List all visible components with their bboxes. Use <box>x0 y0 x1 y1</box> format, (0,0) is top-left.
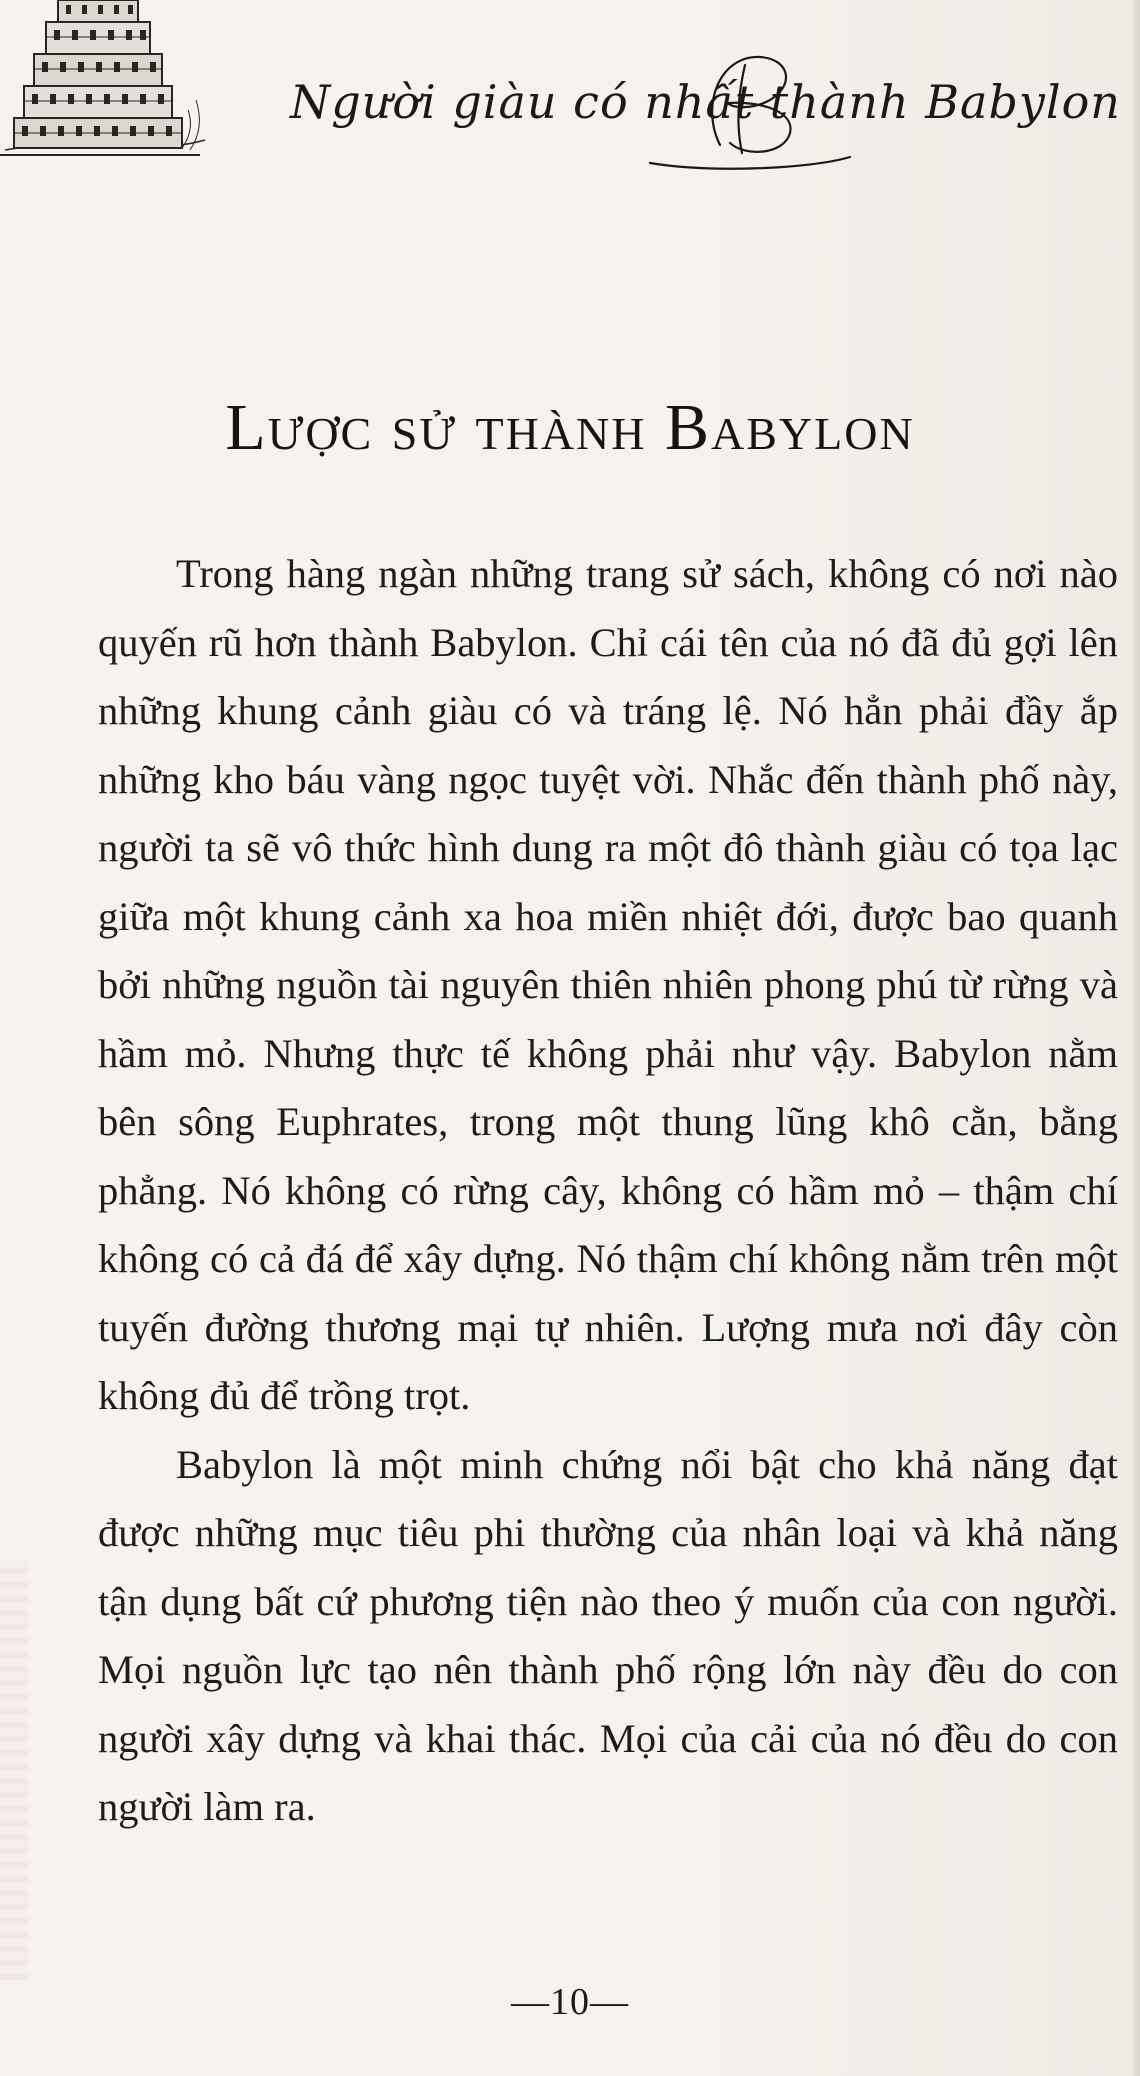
page-number: —10— <box>511 1981 629 2023</box>
tower-of-babel-illustration <box>0 0 210 160</box>
running-head-prefix: Người giàu có nhất thành <box>290 75 910 129</box>
running-head-title <box>290 75 1121 129</box>
page-edge-mark <box>0 1560 28 1980</box>
paragraph-1: Trong hàng ngàn những trang sử sách, không có nơi nào quyến rũ hơn thành Babylon. Chỉ cái tên của nó đã đủ gợi lên những khung cảnh giàu có và tráng lệ. Nó hẳn phải đầy ắp những kho báu vàng ngọc tuyệt vời. Nhắc đến thành phố này, người ta sẽ vô thức hình dung ra một đô thành giàu có tọa lạc giữa một khung cảnh xa hoa miền nhiệt đới, được bao quanh bởi những nguồn tài nguyên thiên nhiên phong phú từ rừng và hầm mỏ. Nhưng thực tế không phải như vậy. Babylon nằm bên sông Euphrates, trong một thung lũng khô cằn, bằng phẳng. Nó không có rừng cây, không có hầm mỏ – thậm chí không có cả đá để xây dựng. Nó thậm chí không nằm trên một tuyến đường thương mại tự nhiên. Lượng mưa nơi đây còn không đủ để trồng trọt. <box>98 551 1118 1418</box>
body-text <box>98 540 1118 1842</box>
page-edge-shadow <box>1132 0 1140 2076</box>
running-head <box>290 45 1121 175</box>
paragraph-2: Babylon là một minh chứng nổi bật cho khả năng đạt được những mục tiêu phi thường của nhân loại và khả năng tận dụng bất cứ phương tiện nào theo ý muốn của con người. Mọi nguồn lực tạo nên thành phố rộng lớn này đều do con người xây dựng và khai thác. Mọi của cải của nó đều do con người làm ra. <box>98 1441 1118 1829</box>
running-head-babylon: Babylon <box>925 75 1121 129</box>
chapter-title: Lược sử thành Babylon <box>225 391 915 464</box>
